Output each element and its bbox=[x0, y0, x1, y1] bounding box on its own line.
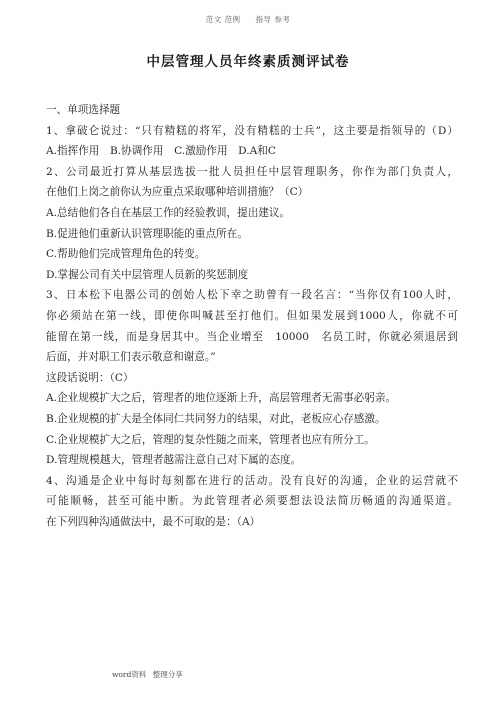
question-3-option-a: A.企业规模扩大之后，管理者的地位逐渐上升，高层管理者无需事必躬亲。 bbox=[46, 392, 397, 405]
page-header bbox=[0, 14, 496, 25]
question-4-stem-line-2: 可能顺畅，甚至可能中断。为此管理者必须要想法设法简历畅通的沟通渠道。 bbox=[46, 495, 458, 508]
header-text-2: 指导 参考 bbox=[255, 15, 291, 24]
question-3-stem-line-3: 能留在第一线，而是身居其中。当企业增至 10000 名员工时，你就必须退居到 bbox=[46, 330, 458, 343]
question-3-option-d: D.管理规模越大，管理者越需注意自己对下属的态度。 bbox=[46, 454, 302, 467]
footer-text-1: word资料 bbox=[112, 670, 147, 679]
question-3-stem-line-1: 3、日本松下电器公司的创始人松下幸之助曾有一段名言：“当你仅有100人时， bbox=[46, 289, 458, 302]
question-3-stem-line-4: 后面，并对职工们表示敬意和谢意。” bbox=[46, 351, 216, 364]
page-footer bbox=[112, 669, 187, 680]
footer-text-2: 整理分享 bbox=[152, 670, 183, 679]
question-2-option-a: A.总结他们各自在基层工作的经验教训，提出建议。 bbox=[46, 206, 291, 219]
question-4-stem-line-3: 在下列四种沟通做法中，最不可取的是：（A） bbox=[46, 515, 261, 528]
question-2-stem-line-1: 2、公司最近打算从基层选拔一批人员担任中层管理职务，你作为部门负责人， bbox=[46, 165, 458, 178]
question-3-option-c: C.企业规模扩大之后，管理的复杂性随之而来，管理者也应有所分工。 bbox=[46, 433, 375, 446]
document-body bbox=[46, 100, 458, 532]
question-3-option-b: B.企业规模的扩大是全体同仁共同努力的结果，对此，老板应心存感激。 bbox=[46, 412, 386, 425]
question-4-stem-line-1: 4、沟通是企业中每时每刻都在进行的活动。没有良好的沟通，企业的运营就不 bbox=[46, 474, 458, 487]
header-text-1: 范文 范例 bbox=[205, 15, 241, 24]
question-2-option-b: B.促进他们重新认识管理职能的重点所在。 bbox=[46, 227, 248, 240]
question-2-option-d: D.掌握公司有关中层管理人员新的奖惩制度 bbox=[46, 268, 249, 281]
question-2-option-c: C.帮助他们完成管理角色的转变。 bbox=[46, 248, 206, 261]
question-3-prompt: 这段话说明：（C） bbox=[46, 371, 134, 384]
section-heading: 一、单项选择题 bbox=[46, 104, 121, 116]
document-title: 中层管理人员年终素质测评试卷 bbox=[146, 54, 350, 70]
question-1-options: A.指挥作用 B.协调作用 C.激励作用 D.A和C bbox=[46, 145, 277, 158]
question-1-stem: 1、拿破仑说过：“只有精糕的将军，没有精糕的士兵”，这主要是指领导的（D） bbox=[46, 124, 458, 137]
question-3-stem-line-2: 你必须站在第一线，即使你叫喊甚至打他们。但如果发展到1000人，你就不可 bbox=[46, 309, 458, 322]
question-2-stem-line-2: 在他们上岗之前你认为应重点采取哪种培训措施？（C） bbox=[46, 186, 309, 199]
